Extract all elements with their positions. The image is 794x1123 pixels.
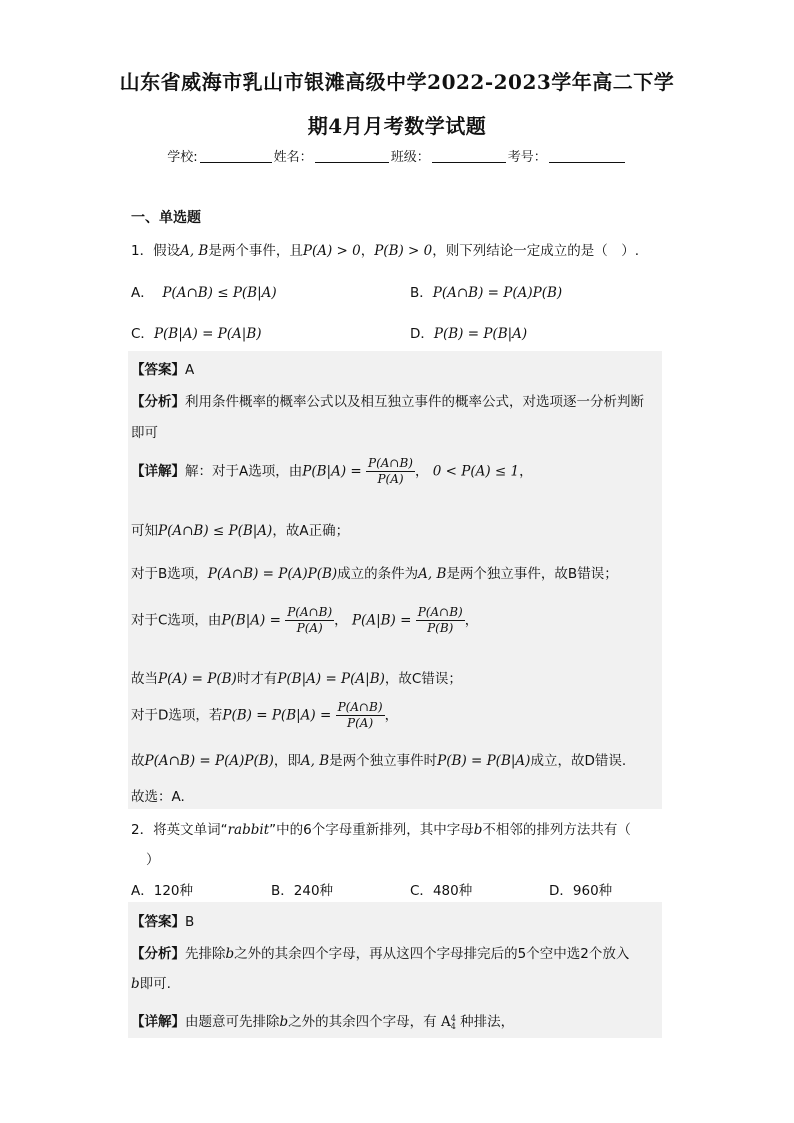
q1-detail-line1: 【详解】解：对于A选项，由P(B|A) = $\frac{P(A\cap B)}{P(A)}$ ， 0 < P(A) ≤ 1， (131, 456, 533, 486)
fraction: $\frac{P(A\cap B)}{P(A)}$ (287, 605, 333, 635)
q1-analysis: 【分析】利用条件概率的概率公式以及相互独立事件的概率公式，对选项逐一分析判断 (131, 394, 644, 410)
q2-option-b[interactable]: B．240种 (271, 883, 334, 899)
q1-answer: 【答案】A (131, 362, 195, 378)
q1-option-a[interactable]: A． P(A∩B) ≤ P(B|A) (131, 285, 277, 301)
q1-detail-line4: 对于C选项，由P(B|A) = $\frac{P(A\cap B)}{P(A)}$ ， P(A|B) = $\frac{P(A\cap B)}{P(B)}$ ， (131, 605, 479, 635)
q1-option-c[interactable]: C．P(B|A) = P(A|B) (131, 326, 262, 342)
q2-detail-line1: 【详解】由题意可先排除b之外的其余四个字母，有 A 4 4 种排法， (131, 1013, 515, 1031)
q1-detail-line5: 故当P(A) = P(B)时才有P(B|A) = P(A|B)，故C错误； (131, 671, 462, 687)
q2-option-c[interactable]: C．480种 (410, 883, 473, 899)
q1-analysis-cont: 即可 (131, 425, 158, 441)
q1-option-d[interactable]: D．P(B) = P(B|A) (410, 326, 528, 342)
exam-number-label: 考号： (507, 150, 547, 165)
q2-answer: 【答案】B (131, 914, 195, 930)
q2-option-a[interactable]: A．120种 (131, 883, 194, 899)
name-label: 姓名： (273, 150, 313, 165)
fraction: $\frac{P(A\cap B)}{P(A)}$ (368, 456, 413, 486)
student-info-line (0, 146, 794, 165)
school-blank[interactable] (200, 150, 272, 163)
q2-stem-close: ） (146, 852, 160, 868)
q2-analysis: 【分析】先排除b之外的其余四个字母，再从这四个字母排完后的5个空中选2个放入 (131, 946, 630, 962)
class-blank[interactable] (432, 150, 506, 163)
q2-stem: 2．将英文单词“rabbit”中的6个字母重新排列，其中字母b不相邻的排列方法共有（ (131, 822, 631, 838)
q1-detail-line2: 可知P(A∩B) ≤ P(B|A)，故A正确； (131, 523, 350, 539)
q1-detail-line6: 对于D选项，若P(B) = P(B|A) = $\frac{P(A\cap B)}{P(A)}$ ， (131, 700, 399, 730)
school-label: 学校: (167, 150, 198, 165)
q1-detail-line7: 故P(A∩B) = P(A)P(B)，即A, B是两个独立事件时P(B) = P(B|A)成立，故D错误. (131, 753, 627, 769)
q1-choice: 故选：A. (131, 789, 185, 805)
q1-stem: 1．假设A, B是两个事件，且P(A) > 0，P(B) > 0，则下列结论一定成立的是（ ）. (131, 243, 640, 259)
section-heading: 一、单选题 (131, 210, 201, 226)
class-label: 班级： (390, 150, 430, 165)
q1-option-b[interactable]: B．P(A∩B) = P(A)P(B) (410, 285, 563, 301)
exam-title-line2: 期4月月考数学试题 (307, 114, 487, 138)
exam-title-line1: 山东省威海市乳山市银滩高级中学2022-2023学年高二下学 (119, 70, 675, 94)
q2-analysis-cont: b即可. (131, 976, 171, 992)
permutation-symbol: A 4 4 (440, 1013, 456, 1031)
fraction: $\frac{P(A\cap B)}{P(B)}$ (417, 605, 463, 635)
exam-number-blank[interactable] (549, 150, 625, 163)
name-blank[interactable] (315, 150, 389, 163)
fraction: $\frac{P(A\cap B)}{P(A)}$ (337, 700, 383, 730)
q2-option-d[interactable]: D．960种 (549, 883, 613, 899)
q1-detail-line3: 对于B选项，P(A∩B) = P(A)P(B)成立的条件为A, B是两个独立事件，故B错误； (131, 566, 618, 582)
